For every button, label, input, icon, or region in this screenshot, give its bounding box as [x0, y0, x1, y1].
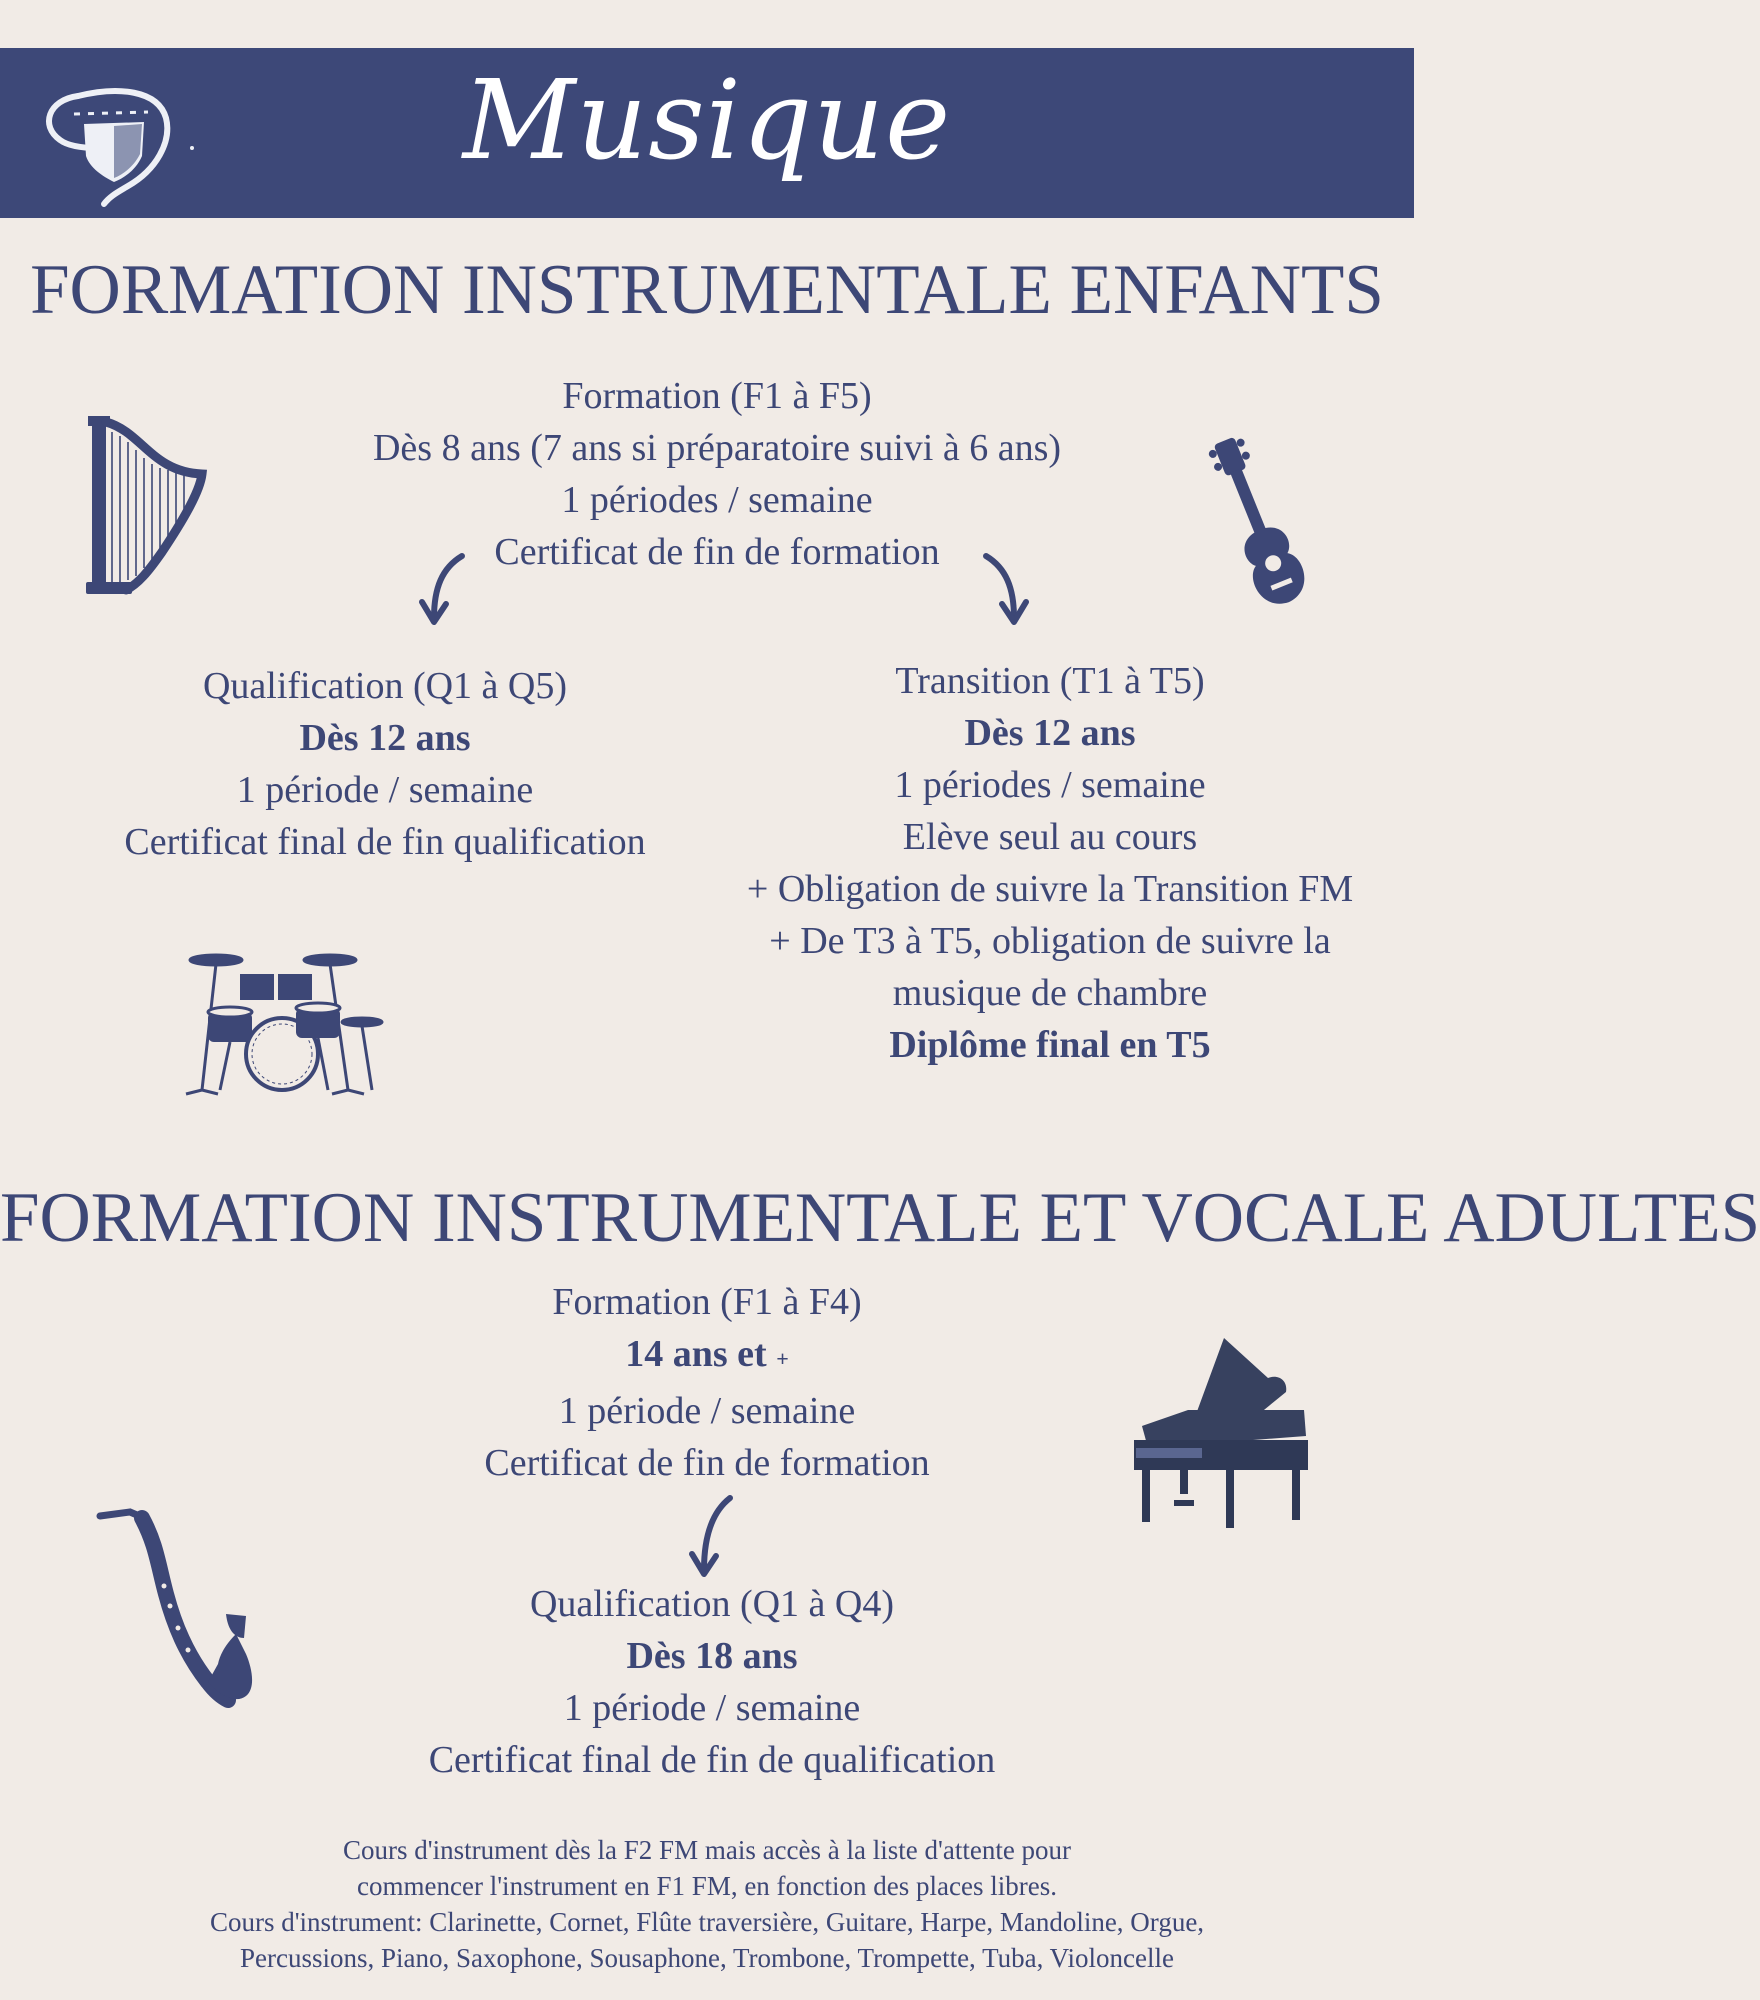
children-transition-note: + Obligation de suivre la Transition FM — [746, 868, 1354, 910]
children-transition-block — [690, 655, 1410, 1071]
harp-icon — [82, 412, 212, 598]
children-transition-note: + De T3 à T5, obligation de suivre la — [769, 920, 1331, 962]
children-transition-note: musique de chambre — [892, 972, 1208, 1014]
children-formation-title: Formation (F1 à F5) — [562, 375, 872, 417]
children-formation-age: Dès 8 ans (7 ans si préparatoire suivi à 6 ans) — [372, 427, 1062, 469]
children-transition-periods: 1 périodes / semaine — [894, 764, 1206, 806]
adults-formation-periods: 1 période / semaine — [558, 1390, 856, 1432]
children-formation-periods: 1 périodes / semaine — [561, 479, 873, 521]
adults-formation-age-plus: + — [776, 1346, 789, 1371]
children-transition-diploma: Diplôme final en T5 — [889, 1024, 1211, 1066]
children-qualification-periods: 1 période / semaine — [236, 769, 534, 811]
section-title-children: FORMATION INSTRUMENTALE ENFANTS — [30, 251, 1384, 329]
adults-qualification-title: Qualification (Q1 à Q4) — [529, 1583, 895, 1625]
children-qualification-certificate: Certificat final de fin qualification — [124, 821, 646, 863]
children-transition-note: Elève seul au cours — [902, 816, 1198, 858]
children-formation-block — [282, 370, 1152, 578]
piano-icon — [1128, 1336, 1314, 1530]
footer-line: Cours d'instrument dès la F2 FM mais accès à la liste d'attente pour — [342, 1835, 1072, 1865]
arrow-icon — [412, 552, 472, 632]
arrow-icon — [680, 1494, 740, 1584]
adults-qualification-age: Dès 18 ans — [626, 1635, 798, 1677]
children-qualification-age: Dès 12 ans — [299, 717, 471, 759]
children-transition-age: Dès 12 ans — [964, 712, 1136, 754]
adults-formation-age-text: 14 ans et — [625, 1333, 767, 1375]
saxophone-icon — [96, 1504, 256, 1708]
adults-formation-block — [357, 1276, 1057, 1489]
adults-qualification-periods: 1 période / semaine — [563, 1687, 861, 1729]
footer-line: Cours d'instrument: Clarinette, Cornet, Flûte traversière, Guitare, Harpe, Mandoline, Orgue, — [209, 1907, 1205, 1937]
footer-notes — [0, 1832, 1414, 1976]
ukulele-icon — [1198, 430, 1318, 616]
children-formation-certificate: Certificat de fin de formation — [494, 531, 940, 573]
adults-formation-age — [357, 1328, 1057, 1385]
footer-line: commencer l'instrument en F1 FM, en fonction des places libres. — [357, 1871, 1057, 1901]
page-title: Musique — [462, 56, 952, 184]
children-transition-title: Transition (T1 à T5) — [895, 660, 1205, 702]
header-banner — [0, 48, 1414, 218]
adults-qualification-block — [357, 1578, 1067, 1786]
adults-formation-title: Formation (F1 à F4) — [552, 1281, 862, 1323]
drum-kit-icon — [172, 950, 392, 1096]
children-qualification-title: Qualification (Q1 à Q5) — [202, 665, 568, 707]
adults-qualification-certificate: Certificat final de fin de qualification — [428, 1739, 996, 1781]
section-title-adults: FORMATION INSTRUMENTALE ET VOCALE ADULTES — [0, 1179, 1760, 1257]
arrow-icon — [978, 552, 1038, 632]
footer-line: Percussions, Piano, Saxophone, Sousaphone, Trombone, Trompette, Tuba, Violoncelle — [240, 1943, 1174, 1973]
children-qualification-block — [90, 660, 680, 868]
adults-formation-certificate: Certificat de fin de formation — [484, 1442, 930, 1484]
